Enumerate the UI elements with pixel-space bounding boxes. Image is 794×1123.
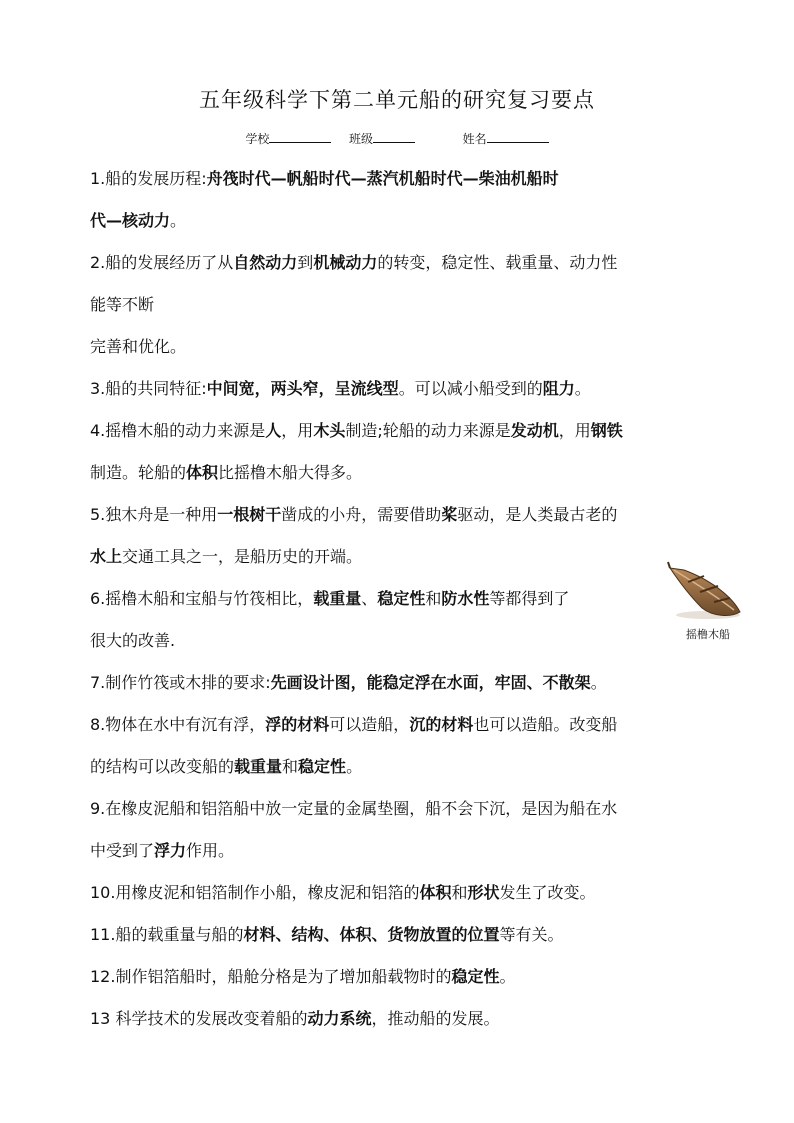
text-segment: 2.船的发展经历了从 <box>90 253 234 272</box>
text-segment: 中受到了 <box>90 841 155 860</box>
text-segment: 作用。 <box>186 841 235 860</box>
key-term: 自然动力 <box>233 253 298 272</box>
text-segment: 1.船的发展历程: <box>90 169 207 188</box>
text-line <box>90 368 720 410</box>
text-segment: ，用 <box>558 421 591 440</box>
key-term: 载重量 <box>234 757 283 776</box>
text-line <box>90 410 720 452</box>
text-segment: 凿成的小舟，需要借助 <box>281 505 442 524</box>
text-line <box>90 662 720 704</box>
study-points <box>90 158 720 1040</box>
text-line <box>90 746 720 788</box>
text-line <box>90 872 720 914</box>
key-term: 发动机 <box>510 421 559 440</box>
text-segment: 11.船的载重量与船的 <box>90 925 244 944</box>
key-term: 水上 <box>90 547 123 566</box>
text-line <box>90 620 720 662</box>
text-segment: 发生了改变。 <box>499 883 596 902</box>
text-line <box>90 914 720 956</box>
key-term: 载重量 <box>313 589 362 608</box>
text-segment: 10.用橡皮泥和铝箔制作小船，橡皮泥和铝箔的 <box>90 883 420 902</box>
text-segment: 。 <box>574 379 591 398</box>
text-segment: 6.摇橹木船和宝船与竹筏相比， <box>90 589 314 608</box>
key-term: 舟筏时代—帆船时代—蒸汽机船时代—柴油机船时 <box>206 169 559 188</box>
key-term: 浮力 <box>154 841 187 860</box>
page-title: 五年级科学下第二单元船的研究复习要点 <box>199 88 595 112</box>
text-segment: 。 <box>590 673 607 692</box>
text-segment: 12.制作铝箔船时，船舱分格是为了增加船载物时的 <box>90 967 452 986</box>
key-term: 稳定性 <box>377 589 426 608</box>
text-segment: 的转变，稳定性、载重量、动力性 <box>377 253 618 272</box>
key-term: 形状 <box>467 883 500 902</box>
text-line <box>90 200 720 242</box>
text-segment: 很大的改善. <box>90 631 176 650</box>
text-segment: 等有关。 <box>499 925 564 944</box>
text-line <box>90 998 720 1040</box>
school-blank <box>269 130 331 143</box>
wooden-rowboat-icon <box>664 560 744 622</box>
text-segment: 和 <box>425 589 442 608</box>
text-segment: 。 <box>346 757 363 776</box>
key-term: 桨 <box>441 505 458 524</box>
key-term: 机械动力 <box>313 253 378 272</box>
text-segment: 驱动，是人类最古老的 <box>457 505 618 524</box>
key-term: 沉的材料 <box>409 715 474 734</box>
text-line <box>90 536 720 578</box>
key-term: 稳定性 <box>298 757 347 776</box>
text-segment: 可以造船， <box>329 715 410 734</box>
key-term: 人 <box>265 421 282 440</box>
text-segment: 的结构可以改变船的 <box>90 757 235 776</box>
text-line <box>90 830 720 872</box>
text-segment: 到 <box>297 253 314 272</box>
key-term: 稳定性 <box>451 967 500 986</box>
name-blank <box>487 130 549 143</box>
key-term: 动力系统 <box>307 1009 372 1028</box>
key-term: 浮的材料 <box>265 715 330 734</box>
text-line <box>90 956 720 998</box>
text-line <box>90 158 720 200</box>
key-term: 代—核动力 <box>90 211 171 230</box>
text-line <box>90 284 720 326</box>
text-segment: 完善和优化。 <box>90 337 187 356</box>
text-segment: ，推动船的发展。 <box>371 1009 500 1028</box>
key-term: 木头 <box>313 421 346 440</box>
text-line <box>90 788 720 830</box>
key-term: 阻力 <box>542 379 575 398</box>
text-line <box>90 494 720 536</box>
class-label: 班级 <box>348 132 373 146</box>
key-term: 材料、结构、体积、货物放置的位置 <box>243 925 500 944</box>
name-label: 姓名 <box>462 132 487 146</box>
text-segment: 3.船的共同特征: <box>90 379 207 398</box>
text-segment: 能等不断 <box>90 295 155 314</box>
text-segment: 13 科学技术的发展改变着船的 <box>90 1009 308 1028</box>
header-fields <box>0 130 794 147</box>
text-line <box>90 704 720 746</box>
class-blank <box>373 130 415 143</box>
key-term: 钢铁 <box>590 421 623 440</box>
text-segment: ，用 <box>281 421 314 440</box>
text-segment: 制造。轮船的 <box>90 463 187 482</box>
text-segment: 5.独木舟是一种用 <box>90 505 218 524</box>
text-segment: 4.摇橹木船的动力来源是 <box>90 421 266 440</box>
text-line <box>90 242 720 284</box>
text-segment: 等都得到了 <box>489 589 570 608</box>
key-term: 中间宽，两头窄，呈流线型 <box>206 379 399 398</box>
text-segment: 和 <box>451 883 468 902</box>
text-segment: 和 <box>282 757 299 776</box>
text-segment: 、 <box>361 589 378 608</box>
text-segment: 交通工具之一，是船历史的开端。 <box>122 547 363 566</box>
text-line <box>90 578 720 620</box>
text-segment: 9.在橡皮泥船和铝箔船中放一定量的金属垫圈，船不会下沉，是因为船在水 <box>90 799 618 818</box>
key-term: 先画设计图，能稳定浮在水面，牢固、不散架 <box>270 673 591 692</box>
text-line <box>90 326 720 368</box>
text-segment: 。 <box>170 211 187 230</box>
text-segment: 。可以减小船受到的 <box>398 379 543 398</box>
text-segment: 8.物体在水中有沉有浮， <box>90 715 266 734</box>
text-segment: 也可以造船。改变船 <box>473 715 618 734</box>
text-segment: 。 <box>499 967 516 986</box>
text-segment: 制造;轮船的动力来源是 <box>345 421 511 440</box>
image-caption: 摇橹木船 <box>686 628 730 641</box>
key-term: 防水性 <box>441 589 490 608</box>
text-segment: 7.制作竹筏或木排的要求: <box>90 673 271 692</box>
key-term: 一根树干 <box>217 505 282 524</box>
text-line <box>90 452 720 494</box>
key-term: 体积 <box>419 883 452 902</box>
school-label: 学校 <box>245 132 270 146</box>
key-term: 体积 <box>186 463 219 482</box>
text-segment: 比摇橹木船大得多。 <box>218 463 363 482</box>
